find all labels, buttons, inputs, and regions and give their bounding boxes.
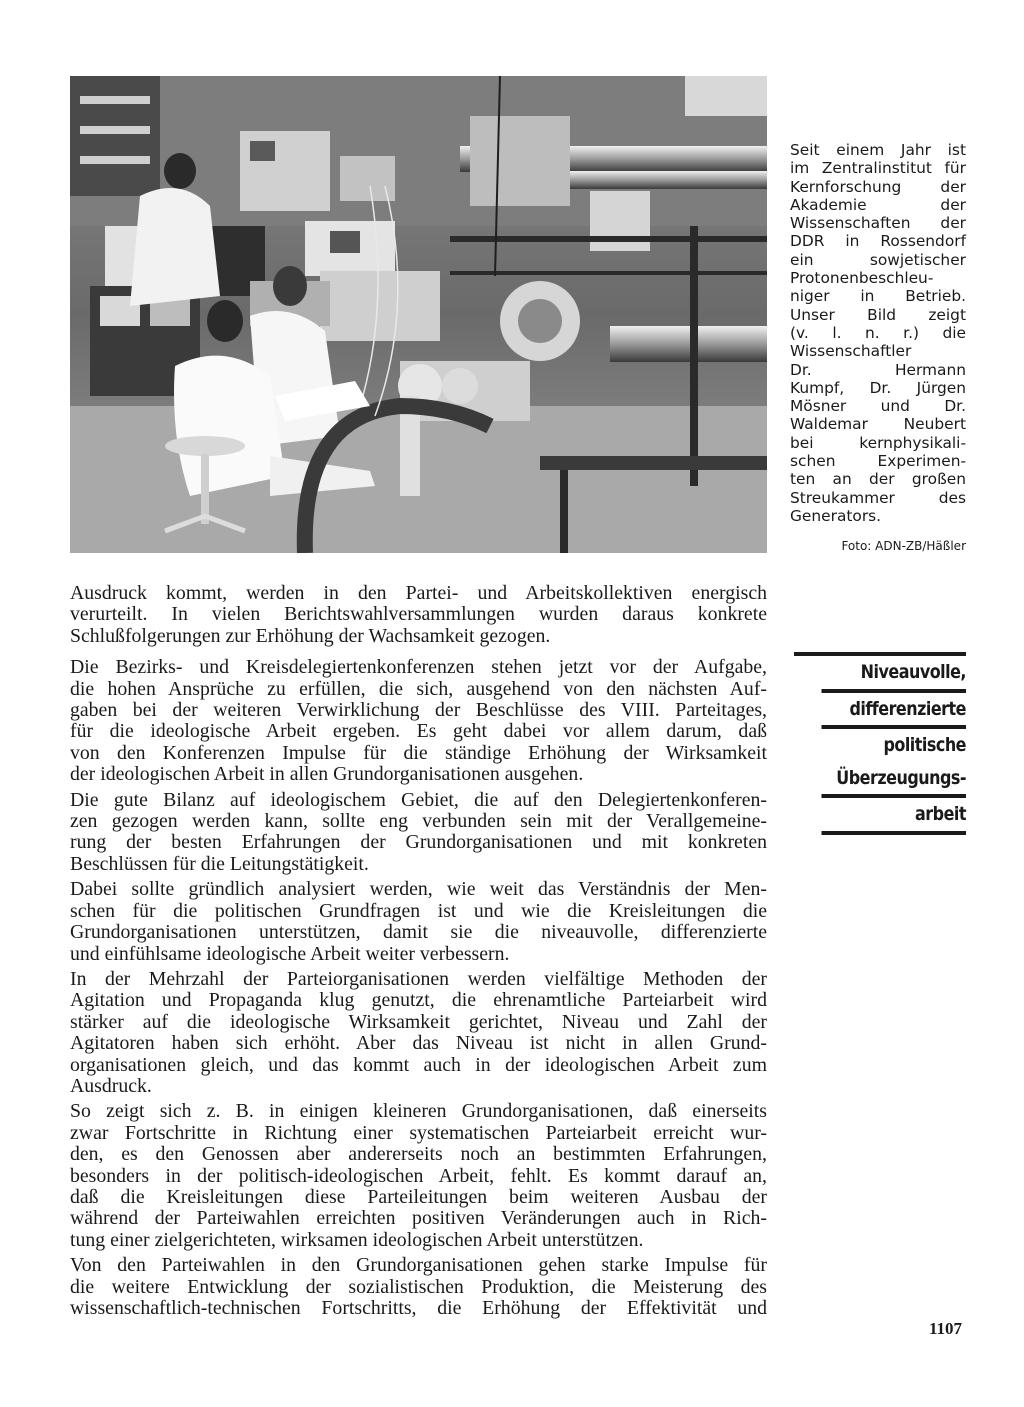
text-line: den, es den Genossen aber andererseits noch an bestimmten Erfahrungen,	[70, 1143, 767, 1166]
caption-line: DDR in Rossendorf	[790, 232, 966, 251]
text-line: Beschlüssen für die Leitungstätigkeit.	[70, 852, 369, 875]
text-line: der ideologischen Arbeit in allen Grundorganisationen ausgehen.	[70, 763, 584, 786]
caption-line: Seit einem Jahr ist	[790, 141, 966, 159]
caption-line: Akademie der	[790, 195, 966, 214]
text-line: die hohen Ansprüche zu erfüllen, die sich, ausgehend von den nächsten Auf-	[70, 677, 767, 700]
text-line: In der Mehrzahl der Parteiorganisationen werden vielfältige Methoden der	[70, 967, 767, 990]
article-body	[70, 583, 767, 1323]
text-line: daß die Kreisleitungen diese Parteileitungen beim weiteren Ausbau der	[70, 1185, 767, 1208]
text-line: tung einer zielgerichteten, wirksamen ideologischen Arbeit unterstützen.	[70, 1228, 644, 1251]
laboratory-photo	[70, 76, 767, 553]
paragraph	[70, 583, 767, 647]
caption-line: Generators.	[790, 506, 882, 525]
paragraph	[70, 790, 767, 876]
side-heading	[794, 652, 966, 835]
photo-illustration	[70, 76, 767, 553]
text-line: für die ideologische Arbeit ergeben. Es geht dabei vor allem darum, daß	[70, 720, 767, 743]
text-line: Dabei sollte gründlich analysiert werden, wie weit das Verständnis der Men-	[70, 878, 767, 901]
text-line: zwar Fortschritte in Richtung einer systematischen Parteiarbeit erreicht wur-	[70, 1121, 767, 1144]
text-line: gaben bei der weiteren Verwirklichung der Beschlüsse des VIII. Parteitages,	[70, 699, 767, 722]
caption-line: bei kernphysikali-	[790, 433, 966, 452]
text-line: wissenschaftlich-technischen Fortschritts, die Erhöhung der Effektivität und	[70, 1297, 767, 1319]
paragraph	[70, 1101, 767, 1251]
text-line: Die Bezirks- und Kreisdelegiertenkonferenzen stehen jetzt vor der Aufgabe,	[70, 656, 767, 679]
caption-line: Kernforschung der	[790, 177, 966, 196]
text-line: zen gezogen werden kann, sollte eng verbunden sein mit der Verallgemeine-	[70, 810, 767, 833]
caption-line: im Zentralinstitut für	[790, 159, 966, 178]
text-line: von den Konferenzen Impulse für die ständige Erhöhung der Wirksamkeit	[70, 741, 767, 764]
text-line: Ausdruck.	[70, 1074, 152, 1097]
side-heading-line: arbeit	[822, 798, 966, 835]
photo-credit: Foto: ADN-ZB/Häßler	[841, 539, 966, 553]
text-line: die weitere Entwicklung der sozialistischen Produktion, die Meisterung des	[70, 1275, 767, 1298]
side-heading-line: Überzeugungs-	[822, 762, 966, 799]
caption-line: Streukammer des	[790, 488, 966, 507]
text-line: Schlußfolgerungen zur Erhöhung der Wachsamkeit gezogen.	[70, 624, 551, 647]
side-heading-line: differenzierte	[822, 693, 966, 730]
caption-line: ten an der großen	[790, 470, 966, 489]
text-line: organisationen gleich, und das kommt auch in der ideologischen Arbeit zum	[70, 1053, 767, 1076]
page-number: 1107	[928, 1319, 962, 1338]
caption-line: Unser Bild zeigt	[790, 305, 966, 324]
caption-line: Wissenschaftler	[790, 342, 912, 361]
photo-caption	[790, 141, 966, 525]
caption-line: Mösner und Dr.	[790, 397, 966, 416]
side-heading-line: politische	[883, 734, 966, 756]
paragraph	[70, 657, 767, 785]
caption-line: Kumpf, Dr. Jürgen	[790, 378, 966, 397]
text-line: Die gute Bilanz auf ideologischem Gebiet, die auf den Delegiertenkonferen-	[70, 788, 767, 811]
caption-line: Waldemar Neubert	[790, 415, 966, 434]
text-line: Grundorganisationen unterstützen, damit sie die niveauvolle, differenzierte	[70, 921, 767, 944]
text-line: schen für die politischen Grundfragen ist und wie die Kreisleitungen die	[70, 899, 767, 922]
text-line: und einfühlsame ideologische Arbeit weiter verbessern.	[70, 942, 510, 965]
text-line: besonders in der politisch-ideologischen Arbeit, fehlt. Es kommt darauf an,	[70, 1164, 767, 1187]
text-line: während der Parteiwahlen erreichten positiven Veränderungen auch in Rich-	[70, 1207, 767, 1230]
caption-line: ein sowjetischer	[790, 250, 966, 269]
paragraph	[70, 879, 767, 965]
paragraph	[70, 1255, 767, 1319]
text-line: Von den Parteiwahlen in den Grundorganisationen gehen starke Impulse für	[70, 1254, 767, 1277]
caption-line: Dr. Hermann	[790, 360, 966, 379]
caption-line: Wissenschaften der	[790, 214, 966, 233]
caption-line: Protonenbeschleu-	[790, 269, 934, 288]
text-line: Agitation und Propaganda klug genutzt, die ehrenamtliche Parteiarbeit wird	[70, 989, 767, 1012]
text-line: stärker auf die ideologische Wirksamkeit gerichtet, Niveau und Zahl der	[70, 1010, 767, 1033]
caption-line: niger in Betrieb.	[790, 287, 966, 306]
text-line: rung der besten Erfahrungen der Grundorganisationen und mit konkreten	[70, 831, 767, 854]
caption-line: (v. l. n. r.) die	[790, 323, 966, 342]
text-line: Ausdruck kommt, werden in den Partei- und Arbeitskollektiven energisch	[70, 582, 767, 604]
text-line: Agitatoren haben sich erhöht. Aber das Niveau ist nicht in allen Grund-	[70, 1032, 767, 1055]
text-line: So zeigt sich z. B. in einigen kleineren Grundorganisationen, daß einerseits	[70, 1100, 767, 1123]
side-heading-line: Niveauvolle,	[822, 656, 966, 693]
paragraph	[70, 969, 767, 1097]
caption-line: schen Experimen-	[790, 452, 966, 471]
text-line: verurteilt. In vielen Berichtswahlversammlungen wurden daraus konkrete	[70, 603, 767, 626]
